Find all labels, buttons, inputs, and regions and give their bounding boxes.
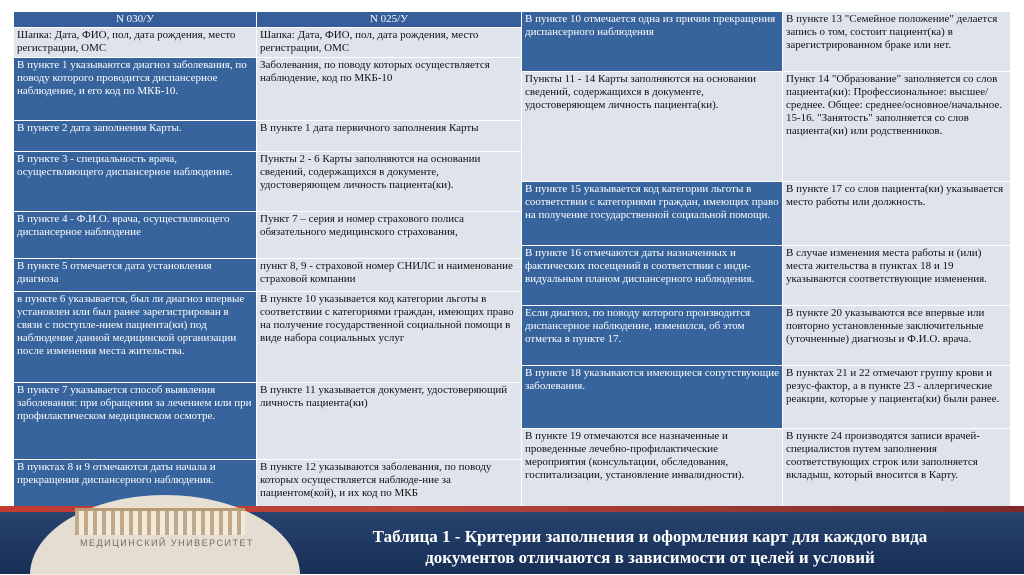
table-cell: В случае изменения места работы и (или) места жительства в пунктах 18 и 19 указываются соответствующие изменения.	[783, 246, 1010, 306]
table-column-3	[522, 12, 782, 510]
caption-line-1: Таблица 1 - Критерии заполнения и оформления карт для каждого вида	[372, 527, 928, 546]
table-cell: Шапка: Дата, ФИО, пол, дата рождения, место регистрации, ОМС	[257, 28, 521, 58]
table-cell: В пунктах 8 и 9 отмечаются даты начала и прекращения диспансерного наблюдения.	[14, 460, 256, 510]
table-cell: В пункте 4 - Ф.И.О. врача, осуществляющего диспансерное наблюдение	[14, 212, 256, 259]
table-cell: В пунктах 21 и 22 отмечают группу крови и резус-фактор, а в пункте 23 - аллергические реакции, которые у пациента(ки) были ранее.	[783, 366, 1010, 429]
table-cell: В пункте 5 отмечается дата установления диагноза	[14, 259, 256, 292]
table-cell: В пункте 3 - специальность врача, осуществляющего диспансерное наблюдение.	[14, 152, 256, 212]
logo-text: МЕДИЦИНСКИЙ УНИВЕРСИТЕТ	[80, 538, 254, 548]
table-cell: Если диагноз, по поводу которого производится диспансерное наблюдение, изменился, об этом отметка в пункте 17.	[522, 306, 782, 366]
table-cell: В пункте 1 дата первичного заполнения Карты	[257, 121, 521, 152]
table-cell: Пункты 2 - 6 Карты заполняются на основании сведений, содержащихся в документе, удостоверяющем личность пациента(ки).	[257, 152, 521, 212]
table-cell: пункт 8, 9 - страховой номер СНИЛС и наименование страховой компании	[257, 259, 521, 292]
table-cell: Заболевания, по поводу которых осуществляется наблюдение, код по МКБ-10	[257, 58, 521, 121]
table-cell: В пункте 2 дата заполнения Карты.	[14, 121, 256, 152]
building-icon	[75, 508, 245, 535]
table-cell: В пункте 13 "Семейное положение" делается запись о том, состоит пациент(ка) в зарегистрированном браке или нет.	[783, 12, 1010, 72]
table-column-4	[783, 12, 1010, 510]
table-column-025	[257, 12, 521, 510]
table-cell: в пункте 6 указывается, был ли диагноз впервые установлен или был ранее зарегистрирован в связи с поступле-нием пациента(ки) под наблюдение данной медицинской организации после изменения места жительства.	[14, 292, 256, 383]
table-cell: В пункте 10 отмечается одна из причин прекращения диспансерного наблюдения	[522, 12, 782, 72]
table-cell: Шапка: Дата, ФИО, пол, дата рождения, место регистрации, ОМС	[14, 28, 256, 58]
table-cell: В пункте 12 указываются заболевания, по поводу которых осуществляется наблюде-ние за пациентом(кой), и их код по МКБ	[257, 460, 521, 510]
table-cell: В пункте 17 со слов пациента(ки) указывается место работы или должность.	[783, 182, 1010, 246]
table-cell: В пункте 24 производятся записи врачей-специалистов путем заполнения соответствующих строк или заполняется вкладыш, который вносится в Карту.	[783, 429, 1010, 510]
table-cell: В пункте 20 указываются все впервые или повторно установленные заключительные (уточненные) диагнозы и Ф.И.О. врача.	[783, 306, 1010, 366]
table-cell: В пункте 16 отмечаются даты назначенных и фактических посещений в соответствии с инди-видуальным планом диспансерного наблюдения.	[522, 246, 782, 306]
table-cell: В пункте 19 отмечаются все назначенные и проведенные лечебно-профилактические мероприятия (консультации, обследования, госпитализации, установление инвалидности).	[522, 429, 782, 510]
table-cell: В пункте 7 указывается способ выявления заболевания: при обращении за лечением или при профилактическом медицинском осмотре.	[14, 383, 256, 460]
table-cell: В пункте 1 указываются диагноз заболевания, по поводу которого проводится диспансерное наблюдение, и его код по МКБ-10.	[14, 58, 256, 121]
table-cell: В пункте 18 указываются имеющиеся сопутствующие заболевания.	[522, 366, 782, 429]
table-cell: В пункте 10 указывается код категории льготы в соответствии с категориями граждан, имеющих право на получение государственной социальной помощи в виде набора социальных услуг	[257, 292, 521, 383]
table-cell: Пункты 11 - 14 Карты заполняются на основании сведений, содержащихся в документе, удостоверяющем личность пациента(ки).	[522, 72, 782, 182]
table-cell: В пункте 11 указывается документ, удостоверяющий личность пациента(ки)	[257, 383, 521, 460]
table-column-030	[14, 12, 256, 510]
column-header-030: N 030/У	[14, 12, 256, 28]
slide-caption	[300, 526, 1000, 568]
table-cell: В пункте 15 указывается код категории льготы в соответствии с категориями граждан, имеющих право на получение государственной социальной помощи.	[522, 182, 782, 246]
table-cell: Пункт 14 "Образование" заполняется со слов пациента(ки): Профессиональное: высшее/среднее. Общее: среднее/основное/начальное. 15-16. "Занятость" заполняется со слов пациента(ки) или родственников.	[783, 72, 1010, 182]
table-cell: Пункт 7 – серия и номер страхового полиса обязательного медицинского страхования,	[257, 212, 521, 259]
caption-line-2: документов отличаются в зависимости от целей и условий	[425, 548, 875, 567]
column-header-025: N 025/У	[257, 12, 521, 28]
